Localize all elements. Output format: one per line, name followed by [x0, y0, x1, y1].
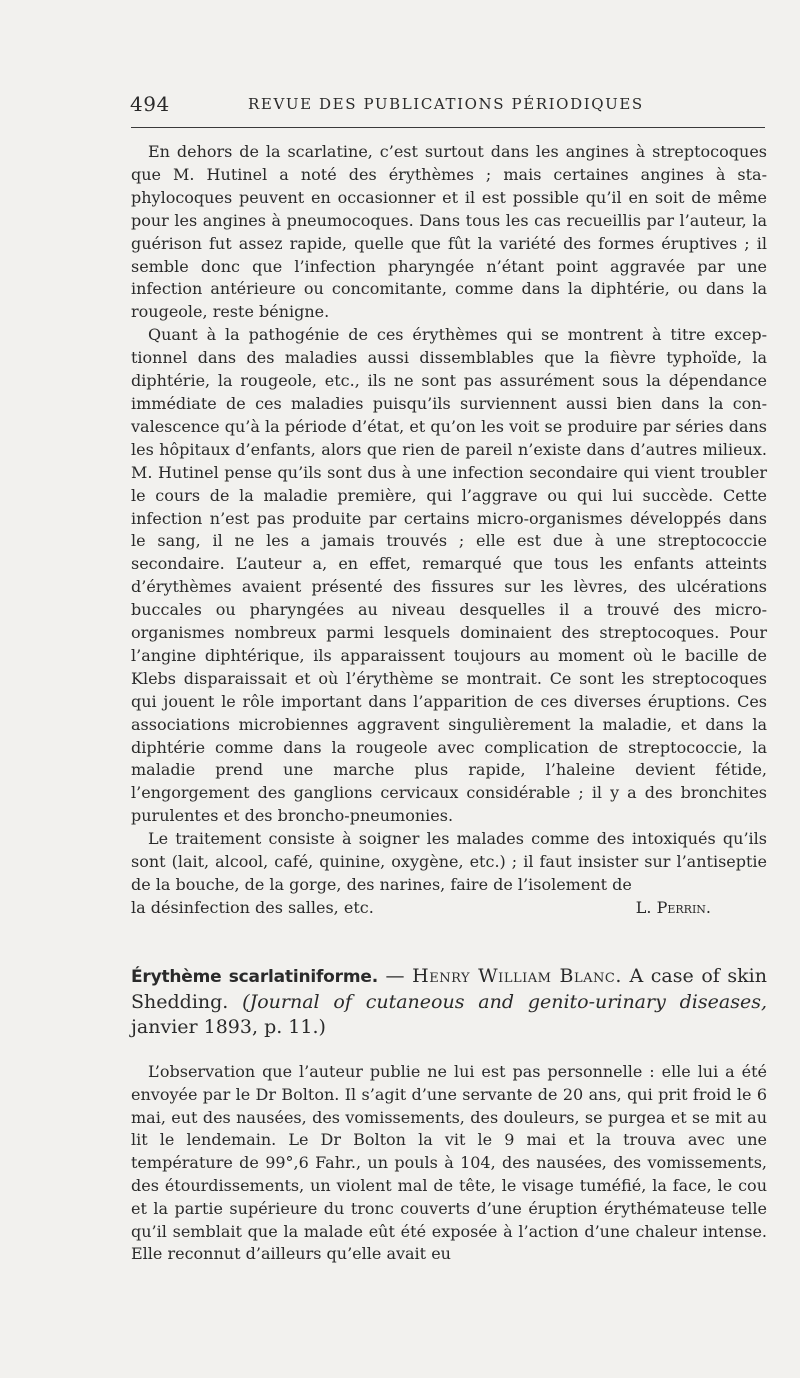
paragraph: En dehors de la scarlatine, c’est surtout dans les angines à streptocoques que M. Hutinel a noté des érythèmes ; mais certaines angines à staphylocoques peuvent en occasionner et il est possible qu’il en soit de même pour les angines à pneumocoques. Dans tous les cas recueillis par l’auteur, la guérison fut assez rapide, quelle que fût la variété des formes éruptives ; il semble donc que l’infection pharyngée n’étant point aggravée par une infection antérieure ou concomitante, comme dans la diphtérie, ou dans la rougeole, reste bénigne. [131, 142, 767, 322]
article-subject: Érythème scarlatiniforme. [131, 967, 378, 987]
paragraph: Quant à la pathogénie de ces érythèmes qui se montrent à titre exceptionnel dans des maladies aussi dissemblables que la fièvre typhoïde, la diphtérie, la rougeole, etc., ils ne sont pas assurément sous la dépendance immédiate de ces maladies puisqu’ils surviennent aussi bien dans la convalescence qu’à la période d’état, et qu’on les voit se produire par séries dans les hôpitaux d’enfants, alors que rien de pareil n’existe dans d’autres milieux. M. Hutinel pense qu’ils sont dus à une infection secondaire qui vient troubler le cours de la maladie première, qui l’aggrave ou qui lui succède. Cette infection n’est pas produite par certains micro-organismes développés dans le sang, il ne les a jamais trouvés ; elle est due à une streptococcie secondaire. L’auteur a, en effet, remarqué que tous les enfants atteints d’érythèmes avaient présenté des fissures sur les lèvres, des ulcérations buccales ou pharyngées au niveau desquelles il a trouvé des micro-organismes nombreux parmi lesquels dominaient des streptocoques. Pour l’angine diphtérique, ils apparaissent toujours au moment où le bacille de Klebs disparaissait et où l’érythème se montrait. Ce sont les streptocoques qui jouent le rôle important dans l’apparition de ces diverses éruptions. Ces associations microbiennes aggravent singulièrement la maladie, et dans la diphtérie comme dans la rougeole avec complication de streptococcie, la maladie prend une marche plus rapide, l’haleine devient fétide, l’engorgement des ganglions cervicaux considérable ; il y a des bronchites purulentes et des broncho-pneumonies. [131, 325, 767, 826]
article-heading [131, 964, 767, 1040]
page-number: 494 [130, 92, 170, 116]
article-review [131, 964, 767, 1266]
article-author: Henry William Blanc. [412, 965, 622, 987]
paragraph: L’observation que l’auteur publie ne lui est pas personnelle : elle lui a été envoyée par le Dr Bolton. Il s’agit d’une servante de 20 ans, qui prit froid le 6 mai, eut des nausées, des vomissements, des douleurs, se purgea et se mit au lit le lendemain. Le Dr Bolton la vit le 9 mai et la trouva avec une température de 99°,6 Fahr., un pouls à 104, des nausées, des vomissements, des étourdissements, un violent mal de tête, le visage tuméfié, la face, le cou et la partie supérieure du tronc couverts d’une éruption érythémateuse telle qu’il semblait que la malade eût été exposée à l’action d’une chaleur intense. Elle reconnut d’ailleurs qu’elle avait eu [131, 1062, 767, 1264]
article-title: A case of skin Shedding. [131, 965, 767, 1013]
header-rule [131, 127, 765, 128]
article-body [131, 1061, 767, 1266]
paragraph: Le traitement consiste à soigner les malades comme des intoxiqués qu’ils sont (lait, alcool, café, quinine, oxygène, etc.) ; il faut insister sur l’antiseptie de la bouche, de la gorge, des narines, faire de l’isolement de [131, 829, 767, 894]
page-header [130, 92, 766, 116]
running-title: REVUE DES PUBLICATIONS PÉRIODIQUES [248, 95, 644, 113]
heading-dash: — [377, 965, 413, 987]
author-signature: L. Perrin. [635, 897, 711, 917]
closing-text: la désinfection des salles, etc. [131, 897, 374, 917]
closing-line [131, 897, 767, 920]
journal-name: (Journal of cutaneous and genito-urinary diseases, [242, 991, 767, 1013]
review-continuation [131, 141, 767, 920]
article-date: janvier 1893, p. 11.) [131, 1016, 326, 1038]
